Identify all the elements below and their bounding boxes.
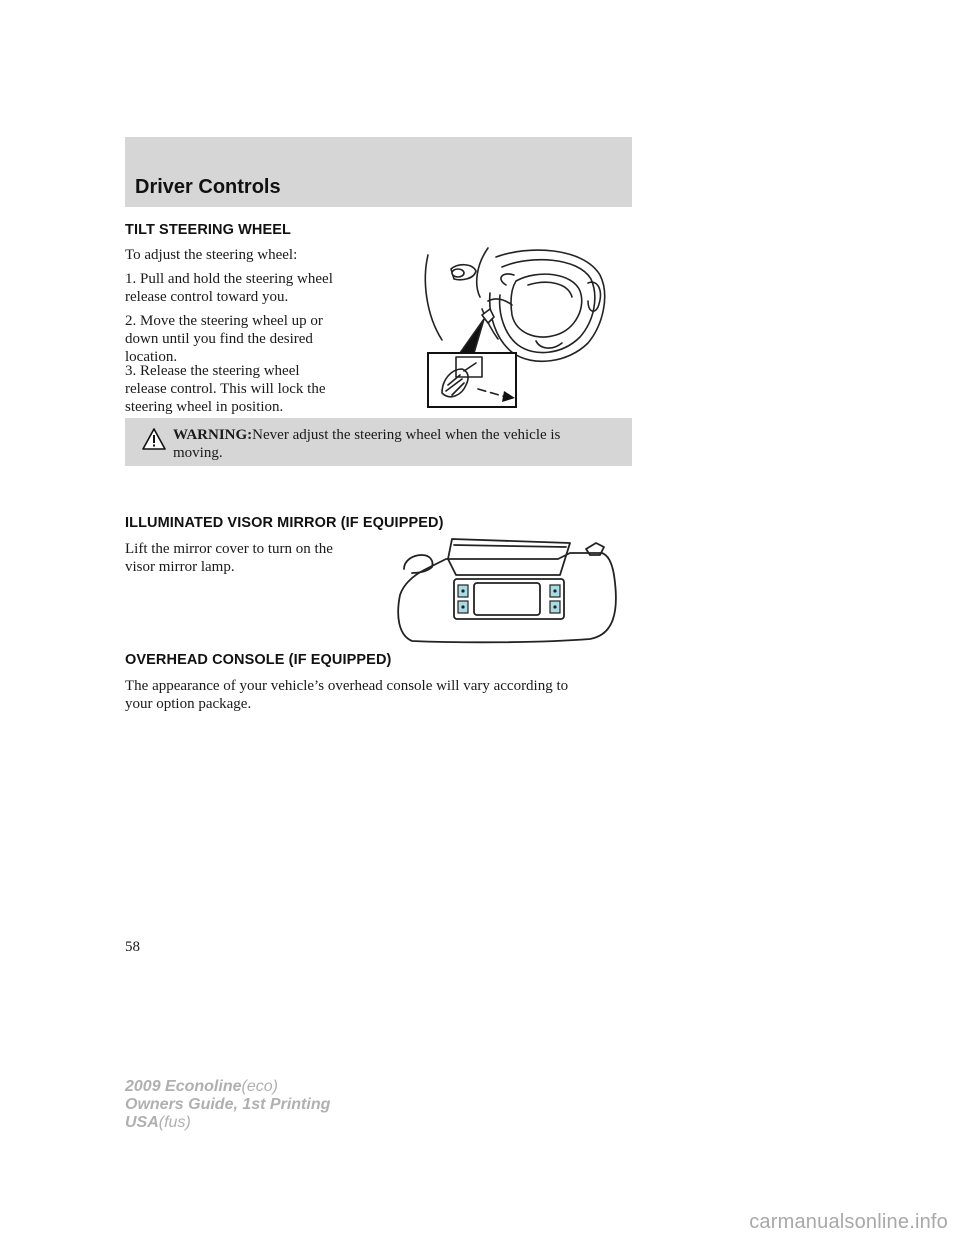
tilt-step-3-line-1: 3. Release the steering wheel [125, 363, 300, 379]
warning-text [173, 426, 623, 462]
heading-tilt-steering-wheel: TILT STEERING WHEEL [125, 222, 291, 238]
footer-model-code: (eco) [241, 1078, 278, 1095]
footer-region-code: (fus) [158, 1114, 191, 1131]
section-header-band [125, 137, 632, 207]
footer-model: 2009 Econoline [125, 1078, 242, 1095]
steering-wheel-illustration [418, 245, 610, 410]
heading-illuminated-visor-mirror: ILLUMINATED VISOR MIRROR (IF EQUIPPED) [125, 515, 444, 531]
heading-overhead-console: OVERHEAD CONSOLE (IF EQUIPPED) [125, 652, 392, 668]
tilt-step-2 [125, 312, 323, 366]
tilt-step-1 [125, 270, 333, 306]
warning-text-line-1: Never adjust the steering wheel when the vehicle is [252, 427, 561, 443]
tilt-step-2-line-3: location. [125, 349, 178, 365]
tilt-intro: To adjust the steering wheel: [125, 247, 298, 263]
page-number: 58 [125, 939, 140, 955]
tilt-step-2-line-2: down until you find the desired [125, 331, 313, 347]
visor-line-2: visor mirror lamp. [125, 559, 235, 575]
tilt-step-3-line-3: steering wheel in position. [125, 399, 284, 415]
tilt-step-1-line-2: release control toward you. [125, 289, 289, 305]
tilt-step-1-line-1: 1. Pull and hold the steering wheel [125, 271, 333, 287]
visor-mirror-illustration [390, 535, 625, 645]
warning-text-line-2: moving. [173, 445, 223, 461]
console-line-2: your option package. [125, 696, 252, 712]
warning-triangle-icon [142, 428, 166, 450]
tilt-step-2-line-1: 2. Move the steering wheel up or [125, 313, 323, 329]
console-paragraph [125, 677, 568, 713]
tilt-step-3 [125, 362, 326, 416]
console-line-1: The appearance of your vehicle’s overhead console will vary according to [125, 678, 569, 694]
section-title: Driver Controls [135, 176, 281, 198]
warning-label: WARNING: [173, 427, 253, 443]
footer-print-info [125, 1078, 330, 1132]
watermark: carmanualsonline.info [749, 1211, 948, 1233]
visor-line-1: Lift the mirror cover to turn on the [125, 541, 333, 557]
warning-box [125, 418, 632, 466]
visor-paragraph [125, 540, 333, 576]
tilt-step-3-line-2: release control. This will lock the [125, 381, 326, 397]
footer-region: USA [125, 1114, 159, 1131]
footer-guide: Owners Guide, 1st Printing [125, 1096, 331, 1113]
